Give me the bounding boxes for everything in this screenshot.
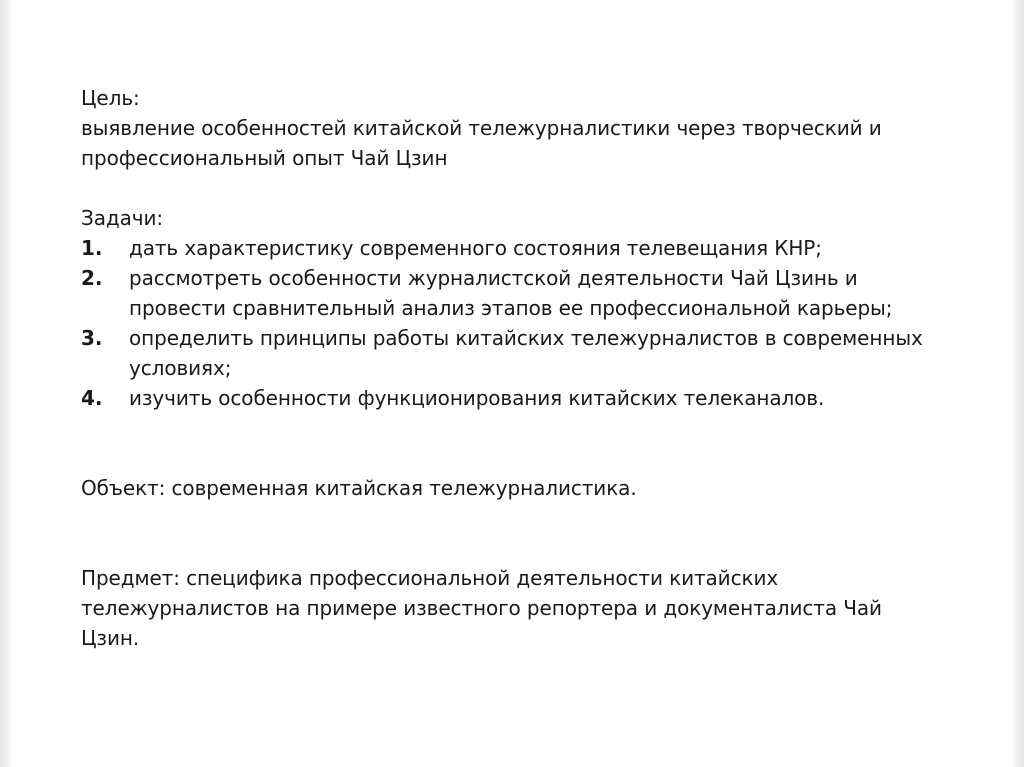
task-text-line: дать характеристику современного состояния телевещания КНР; [129, 236, 822, 260]
tasks-block [81, 203, 981, 413]
task-text-line: провести сравнительный анализ этапов ее профессиональной карьеры; [129, 296, 893, 320]
subject-line: тележурналистов на примере известного репортера и документалиста Чай [81, 596, 882, 620]
task-text [129, 263, 981, 323]
slide-content [81, 83, 981, 653]
task-item [81, 233, 981, 263]
task-text [129, 383, 981, 413]
task-text-line: изучить особенности функционирования китайских телеканалов. [129, 386, 825, 410]
subject-block [81, 563, 981, 653]
subject-line: Предмет: специфика профессиональной деятельности китайских [81, 566, 779, 590]
object-text: Объект: современная китайская тележурналистика. [81, 476, 637, 500]
task-text-line: определить принципы работы китайских тележурналистов в современных [129, 326, 923, 350]
object-block [81, 473, 981, 503]
task-text [129, 233, 981, 263]
goal-line: профессиональный опыт Чай Цзин [81, 146, 448, 170]
task-number: 4. [81, 386, 103, 410]
task-item [81, 323, 981, 383]
task-number: 3. [81, 326, 103, 350]
goal-line: выявление особенностей китайской тележурналистики через творческий и [81, 116, 882, 140]
task-number: 2. [81, 266, 103, 290]
task-item [81, 263, 981, 323]
task-text [129, 323, 981, 383]
tasks-heading: Задачи: [81, 206, 164, 230]
left-edge-shadow [0, 0, 14, 767]
goal-block [81, 83, 981, 173]
task-text-line: рассмотреть особенности журналистской деятельности Чай Цзинь и [129, 266, 858, 290]
task-number: 1. [81, 236, 103, 260]
subject-line: Цзин. [81, 626, 140, 650]
goal-heading: Цель: [81, 86, 140, 110]
tasks-list [81, 233, 981, 413]
task-text-line: условиях; [129, 356, 232, 380]
right-edge-shadow [1010, 0, 1024, 767]
task-item [81, 383, 981, 413]
